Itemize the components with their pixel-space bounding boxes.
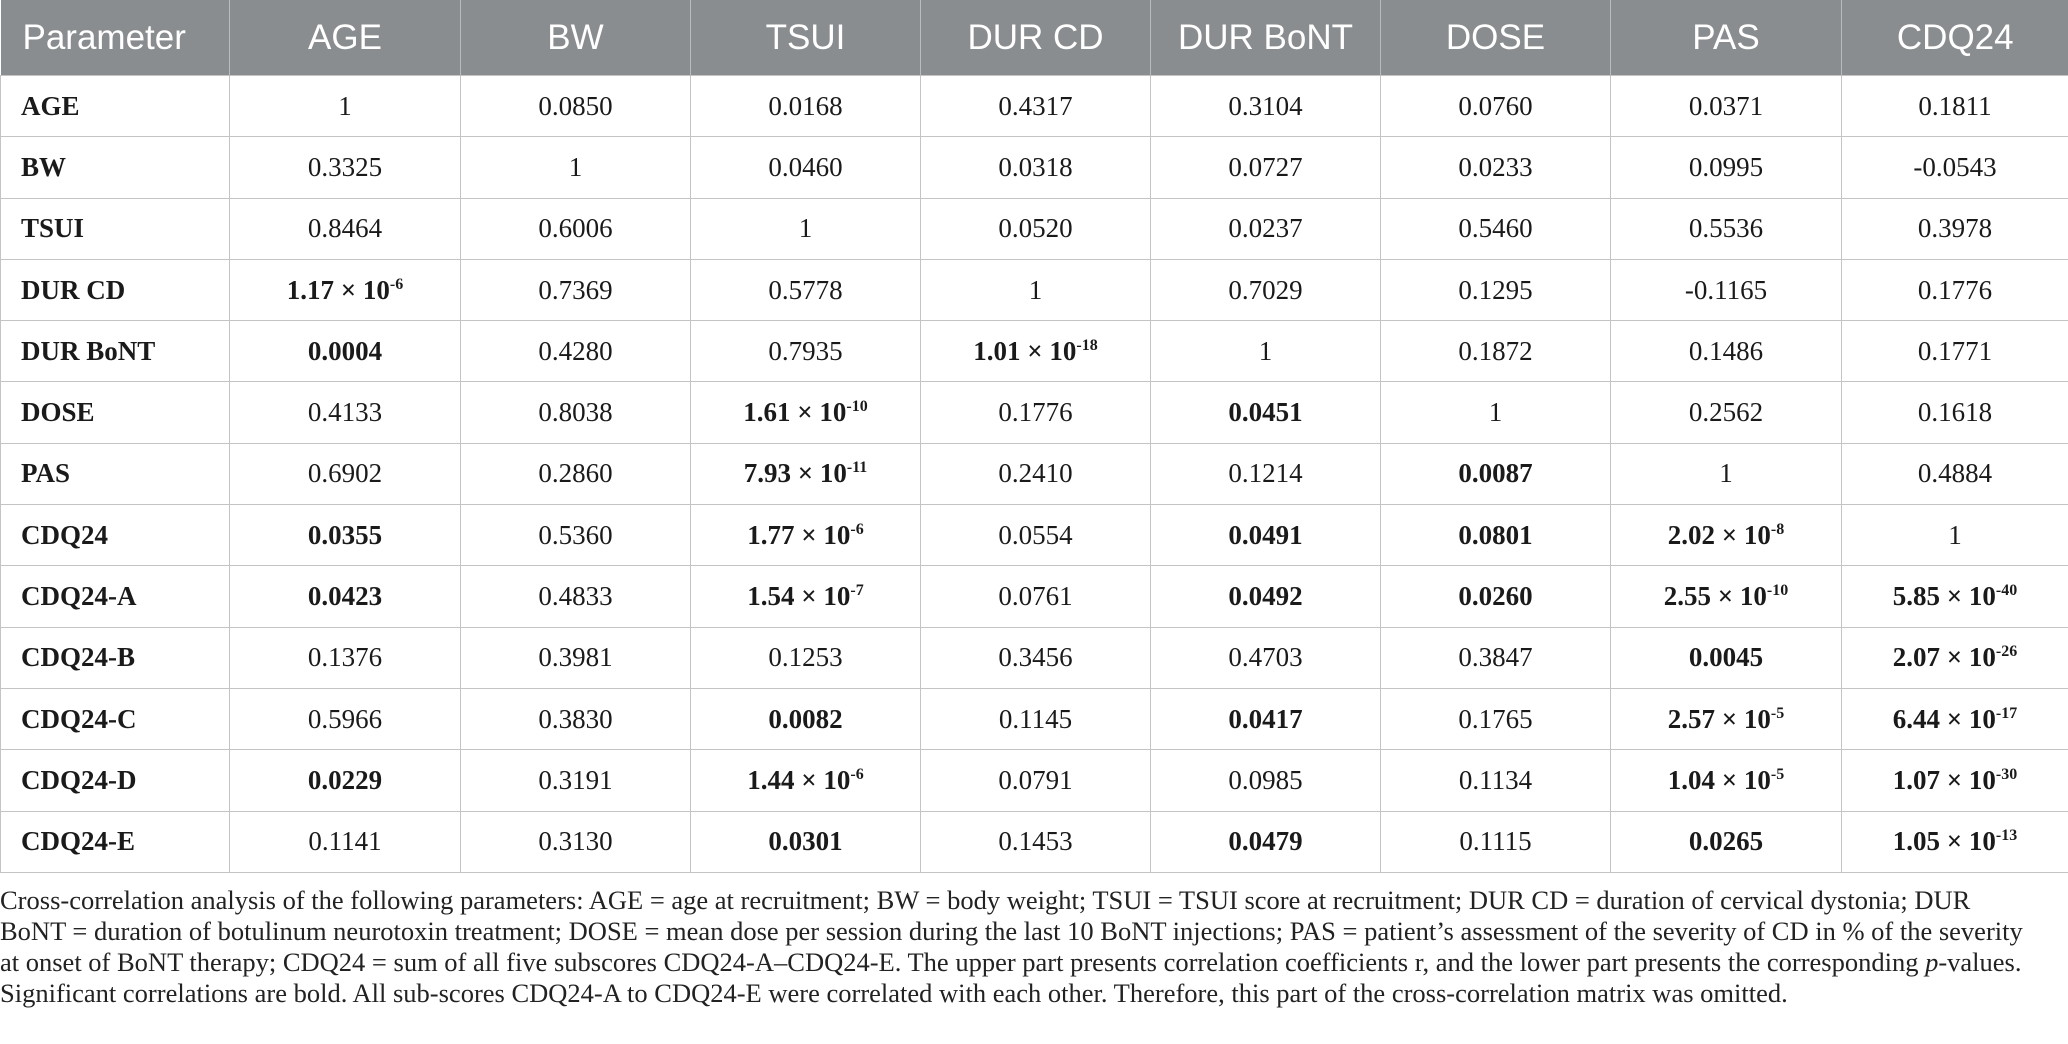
table-row <box>1 750 2068 811</box>
cell-value: 1.44 × 10 <box>747 764 851 795</box>
table-cell <box>1842 382 2068 443</box>
table-cell <box>921 443 1151 504</box>
table-cell <box>1842 137 2068 198</box>
cell-value: 1.77 × 10 <box>747 519 851 550</box>
cell-value: 0.1134 <box>1458 764 1533 795</box>
table-cell <box>921 505 1151 566</box>
cell-value: 1.05 × 10 <box>1892 826 1996 857</box>
cell-value: 0.3978 <box>1917 213 1993 244</box>
table-cell <box>691 811 921 872</box>
cell-value: 0.0761 <box>998 581 1073 612</box>
table-cell <box>691 505 921 566</box>
cell-value: 0.8038 <box>538 397 613 428</box>
cell-exponent: -6 <box>850 520 864 538</box>
cell-value: 0.0318 <box>998 151 1073 182</box>
cell-value: 0.0423 <box>307 581 383 612</box>
cell-value: 0.0460 <box>768 151 843 182</box>
table-row <box>1 137 2068 198</box>
cell-exponent: -5 <box>1770 704 1785 722</box>
cell-value: 1 <box>1488 397 1503 428</box>
cell-value: 0.2410 <box>998 458 1073 489</box>
table-cell <box>1611 198 1842 259</box>
table-cell <box>691 566 921 627</box>
table-cell <box>921 198 1151 259</box>
table-cell <box>1381 505 1611 566</box>
table-cell <box>1611 259 1842 320</box>
cell-value: 0.0082 <box>768 703 843 734</box>
table-cell <box>1381 627 1611 688</box>
table-cell <box>1151 198 1381 259</box>
cell-value: 2.02 × 10 <box>1667 519 1771 550</box>
cell-value: 0.0087 <box>1458 458 1533 489</box>
table-cell <box>921 76 1151 137</box>
cell-value: 0.6006 <box>538 213 613 244</box>
cell-value: 2.55 × 10 <box>1663 581 1767 612</box>
header-row <box>1 0 2068 76</box>
cell-exponent: -13 <box>1995 827 2018 845</box>
table-cell <box>1381 321 1611 382</box>
table-cell <box>921 259 1151 320</box>
cell-value: 0.0417 <box>1228 703 1303 734</box>
table-cell <box>1151 566 1381 627</box>
row-label: DUR CD <box>1 259 230 320</box>
cell-value: 0.4833 <box>538 581 613 612</box>
table-row <box>1 627 2068 688</box>
table-cell <box>691 259 921 320</box>
cell-value: 0.5536 <box>1688 213 1764 244</box>
table-cell <box>1381 137 1611 198</box>
table-cell <box>461 505 691 566</box>
cell-value: 1.61 × 10 <box>743 397 847 428</box>
table-cell <box>921 137 1151 198</box>
cell-exponent: -10 <box>846 398 868 416</box>
cell-value: 1 <box>1258 335 1273 366</box>
table-row <box>1 76 2068 137</box>
table-cell <box>1381 688 1611 749</box>
cell-value: 0.7029 <box>1228 274 1303 305</box>
table-cell <box>1611 321 1842 382</box>
table-cell <box>461 750 691 811</box>
cell-value: 0.3830 <box>538 703 613 734</box>
table-cell <box>1381 76 1611 137</box>
table-cell <box>230 750 461 811</box>
table-cell <box>230 443 461 504</box>
row-label: CDQ24-D <box>1 750 230 811</box>
cell-exponent: -40 <box>1995 582 2018 600</box>
cell-value: 0.5460 <box>1458 213 1533 244</box>
cell-value: 0.1253 <box>768 642 843 673</box>
table-row <box>1 505 2068 566</box>
cell-value: 0.0850 <box>538 90 613 121</box>
cell-value: 0.5360 <box>538 519 613 550</box>
cell-value: 0.0791 <box>998 764 1073 795</box>
cell-value: 0.0233 <box>1458 151 1533 182</box>
cell-exponent: -10 <box>1766 582 1789 600</box>
cell-value: 0.0260 <box>1458 581 1533 612</box>
table-cell <box>461 811 691 872</box>
cell-value: 1.07 × 10 <box>1892 764 1996 795</box>
table-cell <box>1842 198 2068 259</box>
cell-value: 0.0451 <box>1228 397 1303 428</box>
cell-value: 0.4884 <box>1917 458 1993 489</box>
table-cell <box>1842 443 2068 504</box>
cell-value: 0.1765 <box>1458 703 1533 734</box>
table-cell <box>921 566 1151 627</box>
header-pas: PAS <box>1611 0 1842 76</box>
cell-value: 0.1453 <box>998 826 1073 857</box>
cell-value: 0.1618 <box>1917 397 1993 428</box>
cell-exponent: -5 <box>1770 765 1785 783</box>
cell-value: 0.0554 <box>998 519 1073 550</box>
table-cell <box>230 137 461 198</box>
cell-value: 0.4317 <box>998 90 1073 121</box>
table-cell <box>921 811 1151 872</box>
table-cell <box>230 76 461 137</box>
table-cell <box>230 382 461 443</box>
cell-value: 0.8464 <box>307 213 383 244</box>
table-row <box>1 382 2068 443</box>
table-cell <box>1611 688 1842 749</box>
table-cell <box>1611 76 1842 137</box>
table-cell <box>230 811 461 872</box>
table-cell <box>461 137 691 198</box>
cell-value: 6.44 × 10 <box>1892 703 1996 734</box>
table-row <box>1 198 2068 259</box>
cell-value: 0.4703 <box>1228 642 1303 673</box>
table-cell <box>1381 382 1611 443</box>
cell-value: 2.57 × 10 <box>1667 703 1771 734</box>
table-cell <box>1151 627 1381 688</box>
cell-exponent: -17 <box>1995 704 2018 722</box>
table-cell <box>1842 321 2068 382</box>
cell-value: 0.2860 <box>538 458 613 489</box>
table-cell <box>1842 76 2068 137</box>
cell-value: 0.1776 <box>998 397 1073 428</box>
cell-value: 0.1115 <box>1459 826 1532 857</box>
cell-value: 5.85 × 10 <box>1892 581 1996 612</box>
cell-value: 0.0229 <box>307 764 383 795</box>
table-cell <box>1611 505 1842 566</box>
row-label: CDQ24-B <box>1 627 230 688</box>
table-cell <box>921 750 1151 811</box>
cell-value: 0.1376 <box>307 642 383 673</box>
table-cell <box>230 505 461 566</box>
cell-value: 0.5778 <box>768 274 843 305</box>
cell-value: 1 <box>1719 458 1733 489</box>
table-cell <box>921 688 1151 749</box>
cell-value: 0.1141 <box>308 826 382 857</box>
table-cell <box>230 688 461 749</box>
row-label: CDQ24-E <box>1 811 230 872</box>
cell-value: 0.0491 <box>1228 519 1303 550</box>
table-cell <box>1381 259 1611 320</box>
cell-value: 1.54 × 10 <box>747 581 851 612</box>
table-cell <box>1151 505 1381 566</box>
cell-value: 0.0995 <box>1688 151 1764 182</box>
table-cell <box>461 76 691 137</box>
table-cell <box>1381 566 1611 627</box>
row-label: PAS <box>1 443 230 504</box>
table-body <box>1 76 2068 873</box>
cell-value: 0.0168 <box>768 90 843 121</box>
cell-value: 0.0004 <box>307 335 383 366</box>
cell-value: 0.0492 <box>1228 581 1303 612</box>
table-cell <box>461 382 691 443</box>
cell-value: 1 <box>1948 519 1962 550</box>
table-cell <box>1611 627 1842 688</box>
table-cell <box>1611 566 1842 627</box>
table-cell <box>461 443 691 504</box>
cell-value: 0.6902 <box>307 458 383 489</box>
cell-value: 1 <box>568 151 583 182</box>
cell-value: 0.3104 <box>1228 90 1303 121</box>
table-cell <box>461 259 691 320</box>
table-row <box>1 566 2068 627</box>
cell-value: 0.0760 <box>1458 90 1533 121</box>
cell-value: 0.1776 <box>1917 274 1993 305</box>
cell-value: 0.1145 <box>998 703 1073 734</box>
cell-value: 0.3191 <box>538 764 613 795</box>
cell-value: 1 <box>798 213 813 244</box>
cell-value: 0.3456 <box>998 642 1073 673</box>
cell-value: 0.7935 <box>768 335 843 366</box>
table-cell <box>691 750 921 811</box>
header-dur-cd: DUR CD <box>921 0 1151 76</box>
row-label: AGE <box>1 76 230 137</box>
table-cell <box>1151 321 1381 382</box>
table-row <box>1 259 2068 320</box>
cell-value: 0.4133 <box>307 397 383 428</box>
row-label: CDQ24-A <box>1 566 230 627</box>
table-row <box>1 321 2068 382</box>
cell-value: 0.0985 <box>1228 764 1303 795</box>
cell-value: 1 <box>338 90 352 121</box>
table-cell <box>1151 811 1381 872</box>
table-cell <box>1151 750 1381 811</box>
table-cell <box>1381 811 1611 872</box>
header-dur-bont: DUR BoNT <box>1151 0 1381 76</box>
table-caption <box>0 885 2040 1009</box>
table-cell <box>230 566 461 627</box>
caption-text-2: -values. Significant correlations are bold. All sub-scores CDQ24-A to CDQ24-E were correlated with each other. Therefore, this part of the cross-correlation matrix was omitted. <box>0 947 2022 1008</box>
cell-exponent: -8 <box>1770 520 1785 538</box>
cell-value: 0.0355 <box>307 519 383 550</box>
cell-value: 0.1771 <box>1917 335 1993 366</box>
table-cell <box>691 321 921 382</box>
table-cell <box>461 566 691 627</box>
table-cell <box>1151 137 1381 198</box>
table-cell <box>1842 688 2068 749</box>
table-cell <box>1151 688 1381 749</box>
table-cell <box>921 627 1151 688</box>
cell-exponent: -6 <box>850 765 864 783</box>
cell-value: 0.0045 <box>1688 642 1764 673</box>
header-parameter: Parameter <box>1 0 230 76</box>
cell-value: 0.7369 <box>538 274 613 305</box>
cell-value: 0.0371 <box>1688 90 1764 121</box>
row-label: DUR BoNT <box>1 321 230 382</box>
table-cell <box>691 76 921 137</box>
cell-exponent: -7 <box>850 582 864 600</box>
table-cell <box>1151 259 1381 320</box>
cell-value: 0.1486 <box>1688 335 1764 366</box>
cell-value: 0.0727 <box>1228 151 1303 182</box>
table-row <box>1 811 2068 872</box>
row-label: CDQ24 <box>1 505 230 566</box>
caption-italic-p: p <box>1925 947 1939 977</box>
table-cell <box>1842 811 2068 872</box>
cell-value: 1.04 × 10 <box>1667 764 1771 795</box>
cell-value: 0.1214 <box>1228 458 1303 489</box>
caption-text-1: Cross-correlation analysis of the following parameters: AGE = age at recruitment; BW = body weight; TSUI = TSUI score at recruitment; DUR CD = duration of cervical dystonia; DUR BoNT = duration of botulinum neurotoxin treatment; DOSE = mean dose per session during the last 10 BoNT injections; PAS = patient’s assessment of the severity of CD in % of the severity at onset of BoNT therapy; CDQ24 = sum of all five subscores CDQ24-A–CDQ24-E. The upper part presents correlation coefficients r, and the lower part presents the corresponding <box>0 885 2023 977</box>
cell-value: 0.0520 <box>998 213 1073 244</box>
cell-exponent: -18 <box>1076 336 1098 354</box>
table-cell <box>691 443 921 504</box>
cell-value: 0.2562 <box>1688 397 1764 428</box>
table-cell <box>1611 137 1842 198</box>
cell-value: 0.3981 <box>538 642 613 673</box>
cell-exponent: -6 <box>389 275 404 293</box>
header-bw: BW <box>461 0 691 76</box>
cell-value: 0.4280 <box>538 335 613 366</box>
table-cell <box>1842 750 2068 811</box>
table-cell <box>1842 505 2068 566</box>
cell-value: 0.3130 <box>538 826 613 857</box>
cell-value: 1.01 × 10 <box>973 335 1077 366</box>
cell-value: 0.0237 <box>1228 213 1303 244</box>
table-cell <box>230 198 461 259</box>
row-label: BW <box>1 137 230 198</box>
table-cell <box>461 688 691 749</box>
cell-value: 1.17 × 10 <box>286 274 390 305</box>
table-cell <box>230 259 461 320</box>
table-cell <box>1381 198 1611 259</box>
table-row <box>1 443 2068 504</box>
cell-value: 1 <box>1028 274 1043 305</box>
row-label: DOSE <box>1 382 230 443</box>
cell-value: -0.1165 <box>1684 274 1768 305</box>
cell-exponent: -11 <box>846 459 868 477</box>
table-cell <box>691 137 921 198</box>
table-cell <box>1151 443 1381 504</box>
table-cell <box>1611 382 1842 443</box>
table-cell <box>1151 382 1381 443</box>
table-cell <box>921 382 1151 443</box>
table-cell <box>1842 259 2068 320</box>
header-dose: DOSE <box>1381 0 1611 76</box>
table-cell <box>691 382 921 443</box>
row-label: CDQ24-C <box>1 688 230 749</box>
cell-value: 0.5966 <box>307 703 383 734</box>
cell-value: 0.1811 <box>1918 90 1992 121</box>
table-row <box>1 688 2068 749</box>
table-cell <box>230 627 461 688</box>
cell-exponent: -30 <box>1995 765 2018 783</box>
cell-value: 0.0801 <box>1458 519 1533 550</box>
header-cdq24: CDQ24 <box>1842 0 2068 76</box>
cell-value: 0.1295 <box>1458 274 1533 305</box>
table-cell <box>1381 750 1611 811</box>
table-cell <box>691 627 921 688</box>
table-cell <box>230 321 461 382</box>
cell-value: 0.0301 <box>768 826 843 857</box>
cell-value: 0.3325 <box>307 151 383 182</box>
header-tsui: TSUI <box>691 0 921 76</box>
table-cell <box>1611 750 1842 811</box>
cell-exponent: -26 <box>1995 643 2018 661</box>
table-cell <box>691 688 921 749</box>
cell-value: 0.0479 <box>1228 826 1303 857</box>
cell-value: 7.93 × 10 <box>743 458 847 489</box>
table-cell <box>1842 566 2068 627</box>
table-cell <box>461 198 691 259</box>
table-cell <box>1151 76 1381 137</box>
cell-value: 0.0265 <box>1688 826 1764 857</box>
cell-value: 2.07 × 10 <box>1892 642 1996 673</box>
cell-value: 0.3847 <box>1458 642 1533 673</box>
cell-value: -0.0543 <box>1913 151 1997 182</box>
table-cell <box>461 321 691 382</box>
table-cell <box>1381 443 1611 504</box>
table-cell <box>921 321 1151 382</box>
table-cell <box>1611 443 1842 504</box>
table-cell <box>1611 811 1842 872</box>
table-cell <box>1842 627 2068 688</box>
table-cell <box>691 198 921 259</box>
row-label: TSUI <box>1 198 230 259</box>
cell-value: 0.1872 <box>1458 335 1533 366</box>
table-cell <box>461 627 691 688</box>
header-age: AGE <box>230 0 461 76</box>
